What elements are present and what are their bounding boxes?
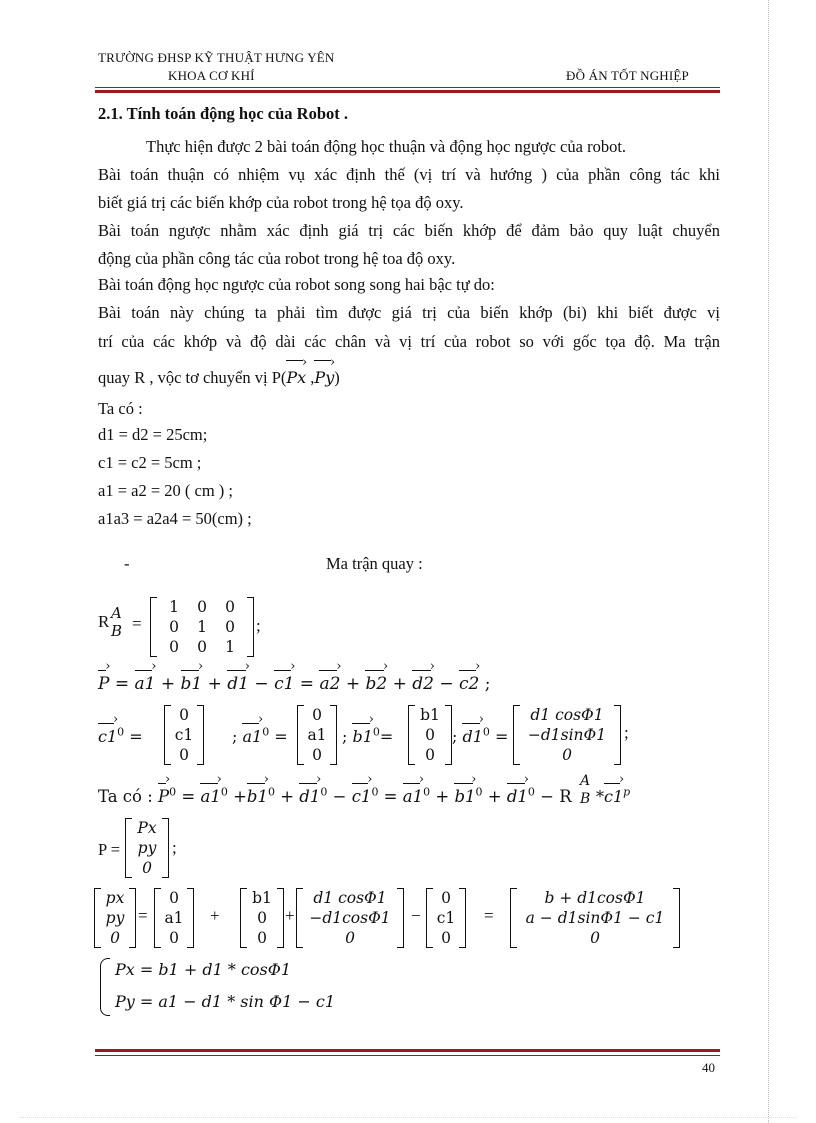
vector-c1-label: c1 ›$^0$ = <box>98 721 143 746</box>
paragraph-2-line-2: biết giá trị các biến khớp của robot trong hệ tọa độ oxy. <box>98 193 464 212</box>
paragraph-5-line-1: Bài toán này chúng ta phải tìm được giá trị của biến khớp (bi) khi biết được vị <box>98 303 720 322</box>
school-name: TRƯỜNG ĐHSP KỸ THUẬT HƯNG YÊN <box>98 50 335 65</box>
paragraph-1: Thực hiện được 2 bài toán động học thuận và động học ngược của robot. <box>146 137 627 156</box>
paragraph-3-line-2: động của phần công tác của robot trong hệ toa độ oxy. <box>98 249 456 268</box>
vector-d1-matrix: d1 cosΦ1 −d1sinΦ1 0 <box>513 705 621 765</box>
page-bottom-dotted <box>20 1117 796 1118</box>
rotation-matrix: 1 0 0 0 1 0 0 0 1 <box>150 597 254 657</box>
paragraph-5-line-3: quay R , vộc tơ chuyển vị P(Px › ,Py ›) <box>98 358 340 392</box>
equation-d: d1 = d2 = 25cm; <box>98 425 208 444</box>
vector-b1-label: ; b1 ›$^0$= <box>342 721 393 746</box>
vector-px: Px › <box>286 358 306 392</box>
p0-equation: Ta có : P ›$^0$ = a1 ›$^0$ +b1 ›$^0$ + d1 ›$^0$ − c1 ›$^0$ = a1 ›$^0$ + b1 ›$^0$ + d1 ›$^0$ − R <box>98 781 572 806</box>
footer-rule-thin <box>95 1055 720 1056</box>
vector-b1-matrix: b1 0 0 <box>408 705 452 765</box>
equation-c: c1 = c2 = 5cm ; <box>98 453 202 472</box>
section-heading: 2.1. Tính toán động học của Robot . <box>98 104 349 123</box>
footer-rule-thick <box>95 1049 720 1052</box>
equals-sign: = <box>132 614 142 633</box>
page-margin-guide <box>768 0 769 1123</box>
rotation-sub: B <box>111 622 123 640</box>
vector-sum-equation: P › = a1 › + b1 › + d1 › − c1 › = a2 › + b2 › + d2 › − c2 › ; <box>98 668 491 694</box>
rotation-sup: A <box>111 604 122 622</box>
document-title: ĐỒ ÁN TỐT NGHIỆP <box>566 68 689 83</box>
p-vector-matrix: Px py 0 <box>125 818 169 878</box>
header-rule-thin <box>95 87 720 88</box>
vector-a1-label: ; a1 ›$^0$ = <box>232 721 288 746</box>
rotation-matrix-label: Ma trận quay : <box>326 554 423 573</box>
expand-b1: b1 0 0 <box>240 888 284 948</box>
p-vector-label: P = <box>98 840 120 859</box>
expand-a1: 0 a1 0 <box>154 888 194 948</box>
expand-d1: d1 cosΦ1 −d1cosΦ1 0 <box>296 888 404 948</box>
lhs-vector: px py 0 <box>94 888 136 948</box>
system-line-1: Px = b1 + d1 * cosΦ1 <box>115 960 292 979</box>
expand-result: b + d1cosΦ1 a − d1sinΦ1 − c1 0 <box>510 888 680 948</box>
bullet-dash: - <box>124 554 130 573</box>
equation-a1a3: a1a3 = a2a4 = 50(cm) ; <box>98 509 252 528</box>
vector-d1-label: ; d1 ›$^0$ = <box>452 721 508 746</box>
vector-a1-matrix: 0 a1 0 <box>297 705 337 765</box>
paragraph-3-line-1: Bài toán ngược nhằm xác định giá trị các biến khớp để đảm bảo quy luật chuyển <box>98 221 720 240</box>
paragraph-4: Bài toán động học ngược của robot song song hai bậc tự do: <box>98 275 495 294</box>
rotation-symbol: R <box>98 612 110 631</box>
vector-py: Py › <box>314 358 334 392</box>
equation-a: a1 = a2 = 20 ( cm ) ; <box>98 481 233 500</box>
vector-c1-matrix: 0 c1 0 <box>164 705 204 765</box>
paragraph-5-line-2: trí của các khớp và độ dài các chân và vị trí của robot so với gốc tọa độ. Ma trận <box>98 332 720 351</box>
faculty-name: KHOA CƠ KHÍ <box>168 68 255 83</box>
page-number: 40 <box>702 1060 715 1075</box>
system-line-2: Py = a1 − d1 * sin Φ1 − c1 <box>115 992 336 1011</box>
ta-co-label: Ta có : <box>98 399 143 418</box>
header-rule-thick <box>95 90 720 93</box>
expand-c1: 0 c1 0 <box>426 888 466 948</box>
paragraph-2-line-1: Bài toán thuận có nhiệm vụ xác định thế (vị trí và hướng ) của phần công tác khi <box>98 165 720 184</box>
system-brace <box>100 958 110 1016</box>
